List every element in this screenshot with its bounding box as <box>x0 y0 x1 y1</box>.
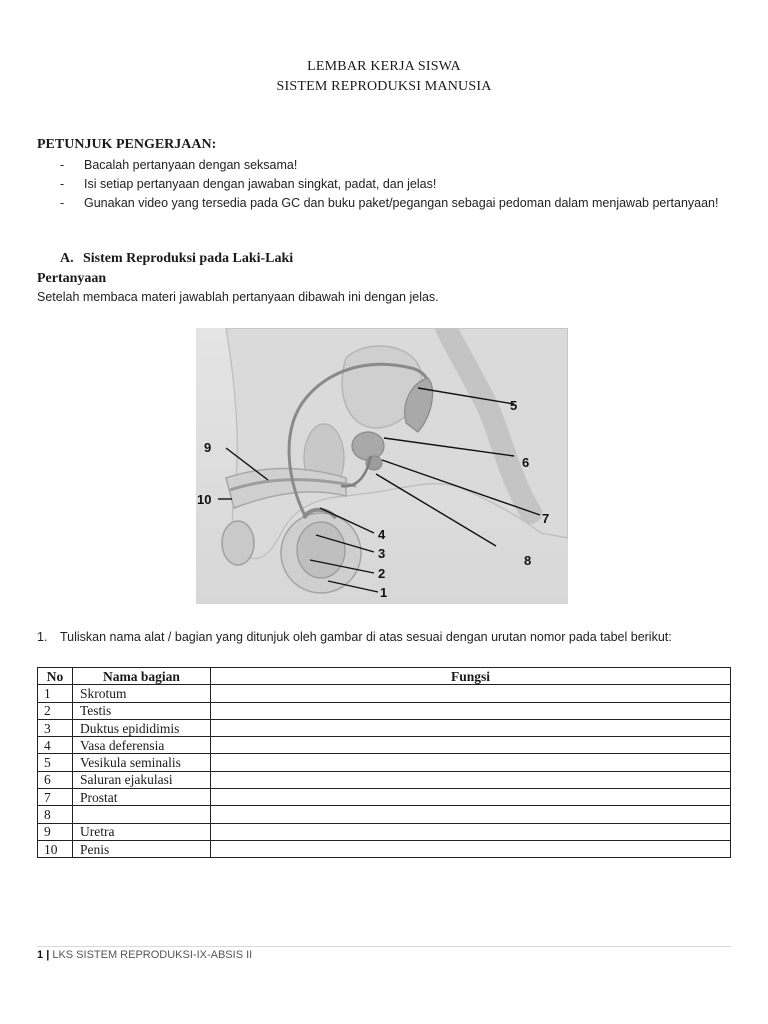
figure-label: 2 <box>378 566 386 581</box>
instruction-item <box>60 175 732 194</box>
section-heading <box>60 251 293 267</box>
questions-subheading: Pertanyaan <box>37 271 107 286</box>
table-row <box>38 806 731 823</box>
row-function[interactable] <box>211 806 731 823</box>
row-name[interactable] <box>73 806 211 823</box>
page-number: 1 <box>37 949 44 961</box>
row-no: 5 <box>38 754 73 771</box>
row-function[interactable] <box>211 771 731 788</box>
figure-label: 3 <box>378 546 386 561</box>
figure-label: 1 <box>380 585 388 600</box>
header-name: Nama bagian <box>73 668 211 685</box>
row-function[interactable] <box>211 754 731 771</box>
footer-divider <box>37 946 731 947</box>
worksheet-title: LEMBAR KERJA SISWA <box>307 59 461 74</box>
instruction-text: Isi setiap pertanyaan dengan jawaban singkat, padat, dan jelas! <box>84 177 437 191</box>
row-name: Testis <box>73 702 211 719</box>
worksheet-subtitle: SISTEM REPRODUKSI MANUSIA <box>276 79 492 94</box>
question-1 <box>37 628 730 646</box>
instruction-text: Gunakan video yang tersedia pada GC dan buku paket/pegangan sebagai pedoman dalam menjawab pertanyaan! <box>84 196 719 210</box>
figure-label: 4 <box>378 527 386 542</box>
row-no: 9 <box>38 823 73 840</box>
table-row <box>38 685 731 702</box>
row-name: Skrotum <box>73 685 211 702</box>
instruction-text: Bacalah pertanyaan dengan seksama! <box>84 158 298 172</box>
row-name: Vasa deferensia <box>73 737 211 754</box>
row-no: 4 <box>38 737 73 754</box>
row-no: 3 <box>38 719 73 736</box>
table-row <box>38 737 731 754</box>
row-no: 7 <box>38 789 73 806</box>
question-text: Tuliskan nama alat / bagian yang ditunjuk oleh gambar di atas sesuai dengan urutan nomor pada tabel berikut: <box>60 630 672 644</box>
row-name: Vesikula seminalis <box>73 754 211 771</box>
figure-label: 8 <box>524 553 532 568</box>
table-row <box>38 719 731 736</box>
instruction-bullet: - <box>60 177 65 191</box>
table-row <box>38 823 731 840</box>
section-letter: A. <box>60 251 74 266</box>
row-no: 8 <box>38 806 73 823</box>
instruction-bullet: - <box>60 196 65 210</box>
question-number: 1. <box>37 630 48 644</box>
row-name: Penis <box>73 840 211 857</box>
section-intro: Setelah membaca materi jawablah pertanyaan dibawah ini dengan jelas. <box>37 290 439 304</box>
table-row <box>38 771 731 788</box>
row-no: 6 <box>38 771 73 788</box>
row-function[interactable] <box>211 719 731 736</box>
instruction-item <box>60 156 732 175</box>
row-function[interactable] <box>211 840 731 857</box>
male-reproductive-diagram <box>196 328 568 604</box>
footer-separator: | <box>46 949 50 961</box>
row-function[interactable] <box>211 823 731 840</box>
table-row <box>38 840 731 857</box>
figure-label: 7 <box>542 511 550 526</box>
instructions-heading: PETUNJUK PENGERJAAN: <box>37 137 217 152</box>
figure-label: 5 <box>510 398 518 413</box>
row-name: Duktus epididimis <box>73 719 211 736</box>
figure-label: 10 <box>197 492 212 507</box>
row-name: Uretra <box>73 823 211 840</box>
table-header-row <box>38 668 731 685</box>
table-row <box>38 789 731 806</box>
row-function[interactable] <box>211 702 731 719</box>
row-function[interactable] <box>211 789 731 806</box>
row-function[interactable] <box>211 737 731 754</box>
section-title: Sistem Reproduksi pada Laki-Laki <box>83 251 294 266</box>
row-no: 1 <box>38 685 73 702</box>
header-no: No <box>38 668 73 685</box>
row-function[interactable] <box>211 685 731 702</box>
page-footer <box>37 949 252 961</box>
row-no: 10 <box>38 840 73 857</box>
table-row <box>38 702 731 719</box>
instruction-item <box>60 194 732 213</box>
instruction-bullet: - <box>60 158 65 172</box>
answer-table <box>37 667 731 858</box>
footer-label: LKS SISTEM REPRODUKSI-IX-ABSIS II <box>52 949 253 961</box>
figure-label: 6 <box>522 455 530 470</box>
instructions-list <box>60 156 732 213</box>
row-name: Saluran ejakulasi <box>73 771 211 788</box>
header-function: Fungsi <box>211 668 731 685</box>
figure-label: 9 <box>204 440 212 455</box>
table-row <box>38 754 731 771</box>
row-no: 2 <box>38 702 73 719</box>
row-name: Prostat <box>73 789 211 806</box>
